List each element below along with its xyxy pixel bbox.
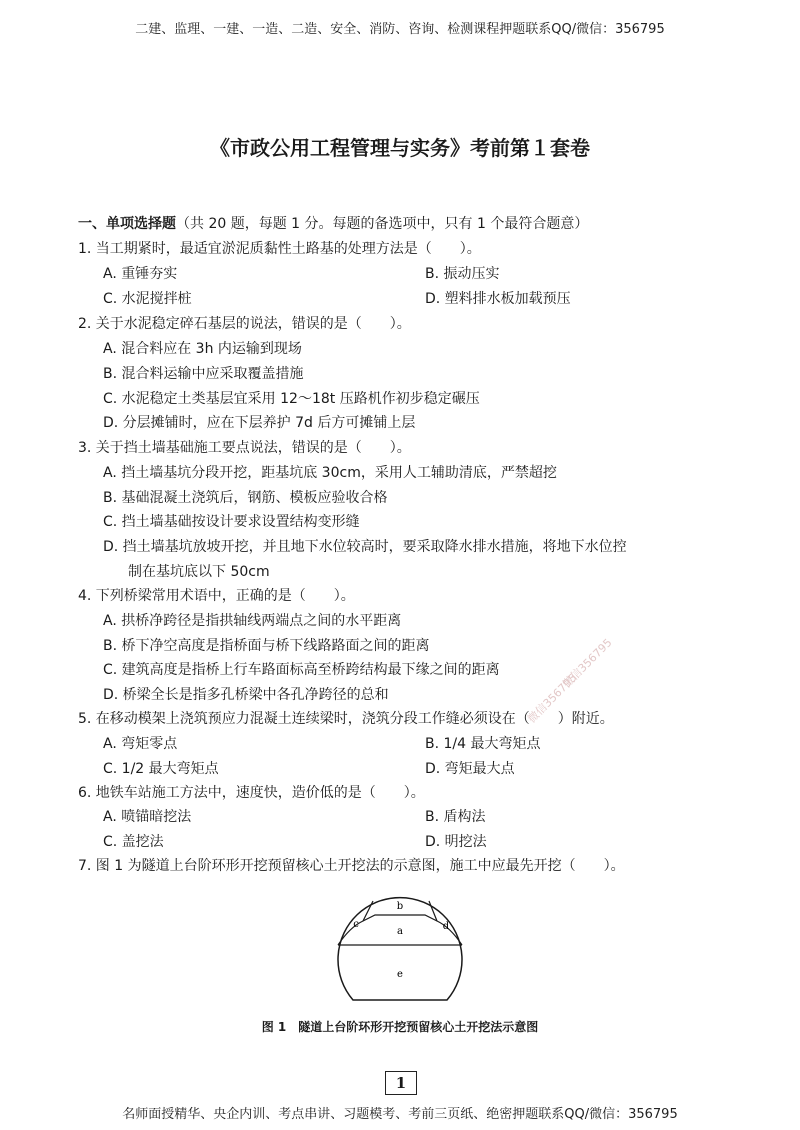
page-header: 二建、监理、一建、一造、二造、安全、消防、咨询、检测课程押题联系QQ/微信：356795 bbox=[135, 22, 665, 37]
question-4-option-a: A. 拱桥净跨径是指拱轴线两端点之间的水平距离 bbox=[103, 613, 402, 629]
watermark-text: 微信356795 bbox=[560, 636, 615, 691]
page-footer: 名师面授精华、央企内训、考点串讲、习题模考、考前三页纸、绝密押题联系QQ/微信：356795 bbox=[122, 1107, 678, 1122]
question-5-option-a: A. 弯矩零点 bbox=[103, 736, 178, 752]
page-number: 1 bbox=[385, 1071, 417, 1095]
label-d: d bbox=[442, 921, 450, 932]
section-label: 一、单项选择题 bbox=[78, 216, 176, 232]
question-2-option-c: C. 水泥稳定土类基层宜采用 12～18t 压路机作初步稳定碾压 bbox=[103, 391, 480, 407]
question-3-option-d-line2: 制在基坑底以下 50cm bbox=[128, 564, 270, 580]
question-2-stem: 2. 关于水泥稳定碎石基层的说法，错误的是（ ）。 bbox=[78, 316, 411, 332]
label-e: e bbox=[397, 969, 403, 980]
question-3-option-a: A. 挡土墙基坑分段开挖，距基坑底 30cm，采用人工辅助清底，严禁超挖 bbox=[103, 465, 557, 481]
core-soil-top bbox=[363, 915, 437, 921]
question-2-option-b: B. 混合料运输中应采取覆盖措施 bbox=[103, 366, 304, 382]
section-note: （共 20 题，每题 1 分。每题的备选项中，只有 1 个最符合题意） bbox=[176, 216, 589, 232]
question-4-option-d: D. 桥梁全长是指多孔桥梁中各孔净跨径的总和 bbox=[103, 687, 389, 703]
label-b: b bbox=[396, 901, 404, 912]
question-3-stem: 3. 关于挡土墙基础施工要点说法，错误的是（ ）。 bbox=[78, 440, 411, 456]
question-3-option-b: B. 基础混凝土浇筑后，钢筋、模板应验收合格 bbox=[103, 490, 388, 506]
question-2-option-a: A. 混合料应在 3h 内运输到现场 bbox=[103, 341, 302, 357]
question-1-option-a: A. 重锤夯实 bbox=[103, 266, 178, 282]
question-6-option-a: A. 喷锚暗挖法 bbox=[103, 809, 192, 825]
label-c: c bbox=[353, 919, 359, 930]
question-5-option-b: B. 1/4 最大弯矩点 bbox=[425, 736, 541, 752]
question-5-option-c: C. 1/2 最大弯矩点 bbox=[103, 761, 219, 777]
question-3-option-d-line1: D. 挡土墙基坑放坡开挖，并且地下水位较高时，要采取降水排水措施，将地下水位控 bbox=[103, 539, 627, 555]
question-2-option-d: D. 分层摊铺时，应在下层养护 7d 后方可摊铺上层 bbox=[103, 415, 416, 431]
question-4-option-b: B. 桥下净空高度是指桥面与桥下线路路面之间的距离 bbox=[103, 638, 430, 654]
page-title: 《市政公用工程管理与实务》考前第１套卷 bbox=[210, 136, 590, 160]
question-1-option-d: D. 塑料排水板加载预压 bbox=[425, 291, 571, 307]
question-1-option-c: C. 水泥搅拌桩 bbox=[103, 291, 192, 307]
question-4-stem: 4. 下列桥梁常用术语中，正确的是（ ）。 bbox=[78, 588, 355, 604]
label-a: a bbox=[397, 926, 403, 937]
question-7-stem: 7. 图 1 为隧道上台阶环形开挖预留核心土开挖法的示意图，施工中应最先开挖（ ）。 bbox=[78, 858, 625, 874]
figure-caption: 图 1 隧道上台阶环形开挖预留核心土开挖法示意图 bbox=[261, 1020, 539, 1034]
question-3-option-c: C. 挡土墙基础按设计要求设置结构变形缝 bbox=[103, 514, 360, 530]
question-6-option-b: B. 盾构法 bbox=[425, 809, 486, 825]
question-6-stem: 6. 地铁车站施工方法中，速度快，造价低的是（ ）。 bbox=[78, 785, 425, 801]
question-5-stem: 5. 在移动模架上浇筑预应力混凝土连续梁时，浇筑分段工作缝必须设在（ ）附近。 bbox=[78, 711, 614, 727]
question-5-option-d: D. 弯矩最大点 bbox=[425, 761, 515, 777]
question-6-option-d: D. 明挖法 bbox=[425, 834, 487, 850]
tunnel-outline bbox=[338, 898, 462, 1000]
question-1-stem: 1. 当工期紧时，最适宜淤泥质黏性土路基的处理方法是（ ）。 bbox=[78, 241, 481, 257]
question-4-option-c: C. 建筑高度是指桥上行车路面标高至桥跨结构最下缘之间的距离 bbox=[103, 662, 500, 678]
question-6-option-c: C. 盖挖法 bbox=[103, 834, 164, 850]
watermark-text: 微信356795 bbox=[525, 671, 580, 726]
section-heading bbox=[78, 213, 588, 233]
question-1-option-b: B. 振动压实 bbox=[425, 266, 500, 282]
tunnel-excavation-diagram bbox=[325, 885, 475, 1010]
